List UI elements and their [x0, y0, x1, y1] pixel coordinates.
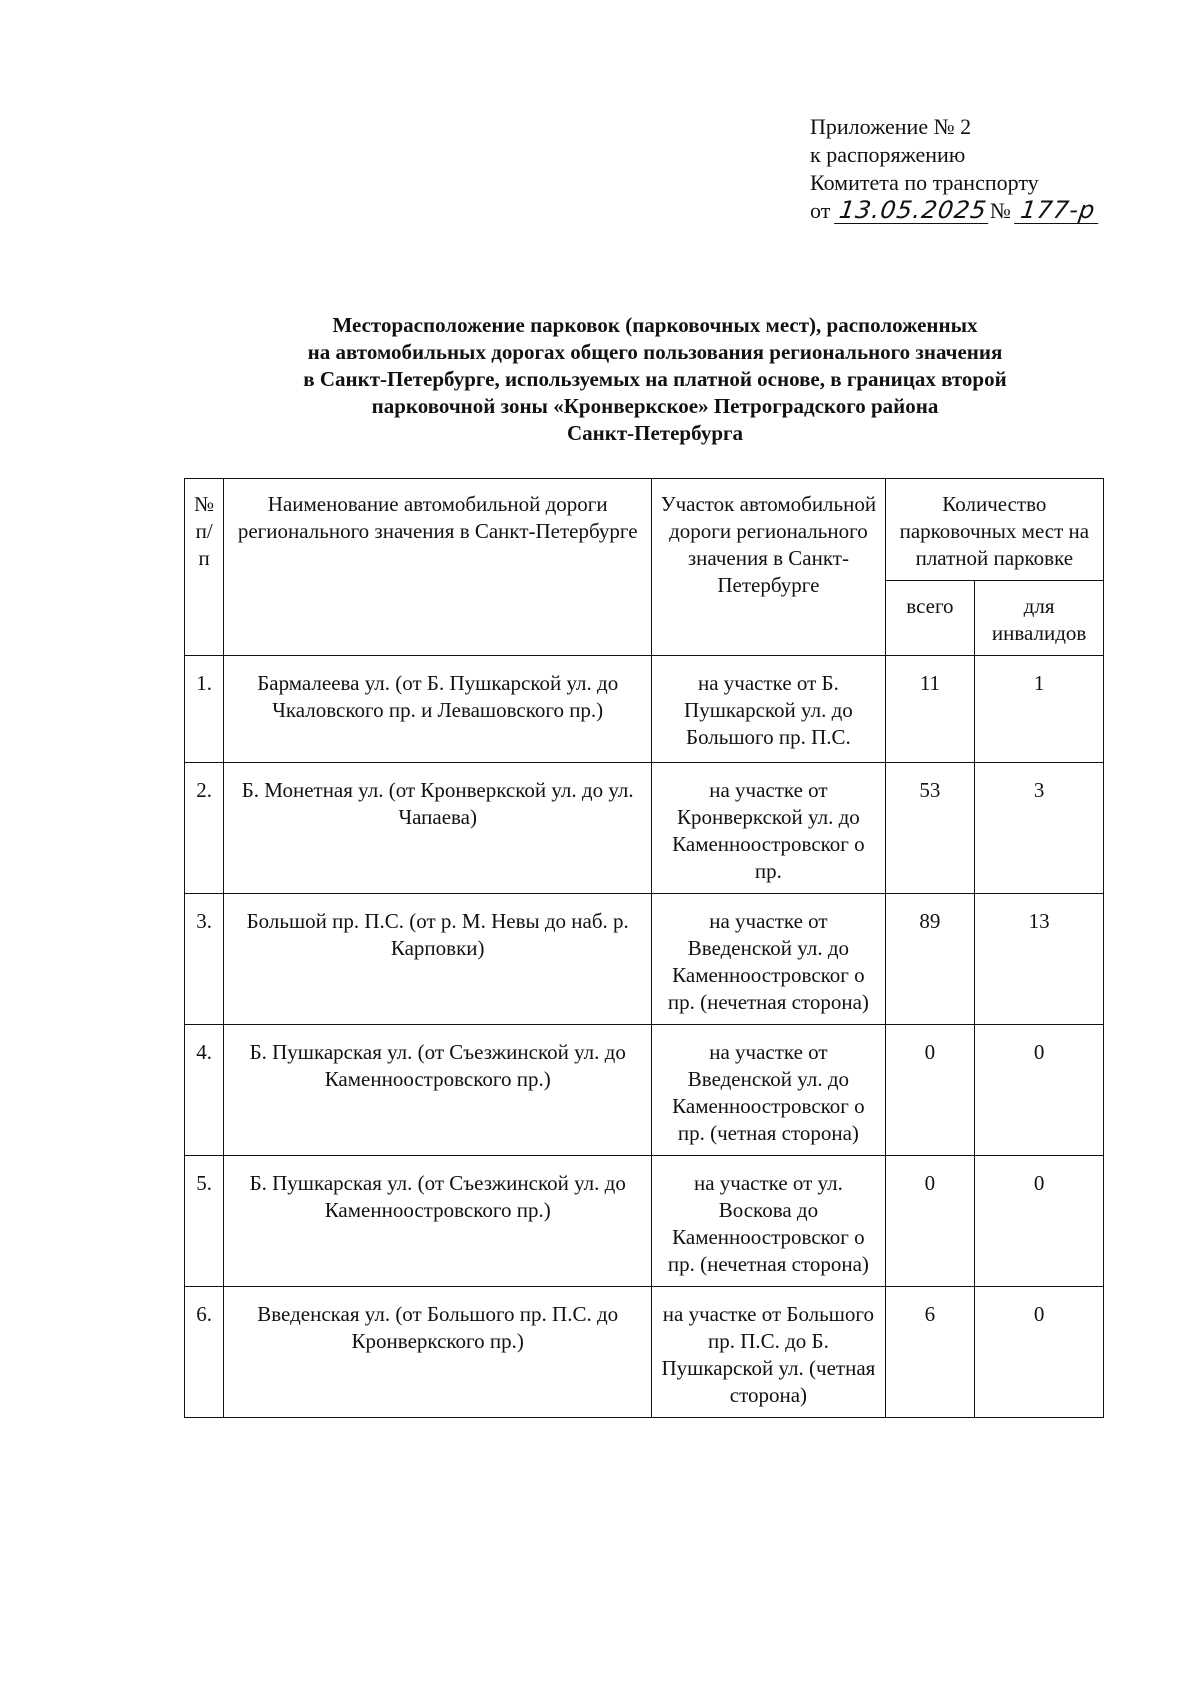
attachment-to-order: к распоряжению [810, 142, 966, 167]
row-number: 2. [185, 763, 224, 894]
attachment-title: Приложение № 2 [810, 114, 972, 139]
title-line: Месторасположение парковок (парковочных мест), расположенных [332, 313, 978, 337]
row-total: 0 [885, 1025, 974, 1156]
header-segment: Участок автомобильной дороги регионального значения в Санкт-Петербурге [652, 479, 886, 656]
row-disabled: 0 [975, 1156, 1104, 1287]
title-line: парковочной зоны «Кронверкское» Петроградского района [371, 394, 939, 418]
from-label: от [810, 198, 831, 223]
row-total: 6 [885, 1287, 974, 1418]
row-disabled: 3 [975, 763, 1104, 894]
row-road-name: Б. Монетная ул. (от Кронверкской ул. до ул. Чапаева) [224, 763, 652, 894]
header-disabled: для инвалидов [975, 581, 1104, 656]
attachment-block [810, 113, 1100, 225]
row-road-name: Б. Пушкарская ул. (от Съезжинской ул. до Каменноостровского пр.) [224, 1025, 652, 1156]
title-line: на автомобильных дорогах общего пользования регионального значения [307, 340, 1003, 364]
row-segment: на участке от Введенской ул. до Каменноостровског о пр. (нечетная сторона) [652, 894, 886, 1025]
row-total: 53 [885, 763, 974, 894]
row-segment: на участке от Б. Пушкарской ул. до Большого пр. П.С. [652, 656, 886, 763]
table-row [185, 763, 1104, 894]
row-segment: на участке от Большого пр. П.С. до Б. Пушкарской ул. (четная сторона) [652, 1287, 886, 1418]
row-total: 11 [885, 656, 974, 763]
row-disabled: 0 [975, 1025, 1104, 1156]
row-segment: на участке от Введенской ул. до Каменноостровског о пр. (четная сторона) [652, 1025, 886, 1156]
number-label: № [989, 198, 1011, 223]
title-line: в Санкт-Петербурге, используемых на платной основе, в границах второй [303, 367, 1007, 391]
attachment-date-line [810, 197, 1100, 225]
row-number: 6. [185, 1287, 224, 1418]
handwritten-date: 13.05.2025 [834, 197, 992, 224]
row-road-name: Введенская ул. (от Большого пр. П.С. до Кронверкского пр.) [224, 1287, 652, 1418]
table-row [185, 1025, 1104, 1156]
row-disabled: 0 [975, 1287, 1104, 1418]
row-disabled: 13 [975, 894, 1104, 1025]
table-row [185, 894, 1104, 1025]
row-number: 4. [185, 1025, 224, 1156]
row-road-name: Б. Пушкарская ул. (от Съезжинской ул. до Каменноостровского пр.) [224, 1156, 652, 1287]
table-row [185, 1287, 1104, 1418]
row-road-name: Бармалеева ул. (от Б. Пушкарской ул. до Чкаловского пр. и Левашовского пр.) [224, 656, 652, 763]
attachment-committee: Комитета по транспорту [810, 170, 1039, 195]
row-number: 5. [185, 1156, 224, 1287]
header-count-group: Количество парковочных мест на платной парковке [885, 479, 1103, 581]
document-title [200, 312, 1110, 447]
row-number: 1. [185, 656, 224, 763]
row-total: 0 [885, 1156, 974, 1287]
header-road-name: Наименование автомобильной дороги регионального значения в Санкт-Петербурге [224, 479, 652, 656]
row-total: 89 [885, 894, 974, 1025]
header-total: всего [885, 581, 974, 656]
table-row [185, 1156, 1104, 1287]
row-road-name: Большой пр. П.С. (от р. М. Невы до наб. р. Карповки) [224, 894, 652, 1025]
parking-table [184, 478, 1104, 1418]
header-number: № п/п [185, 479, 224, 656]
handwritten-number: 177-р [1014, 197, 1102, 224]
row-number: 3. [185, 894, 224, 1025]
row-segment: на участке от ул. Воскова до Каменноостровског о пр. (нечетная сторона) [652, 1156, 886, 1287]
title-line: Санкт-Петербурга [566, 421, 744, 445]
row-disabled: 1 [975, 656, 1104, 763]
row-segment: на участке от Кронверкской ул. до Каменноостровског о пр. [652, 763, 886, 894]
table-row [185, 656, 1104, 763]
